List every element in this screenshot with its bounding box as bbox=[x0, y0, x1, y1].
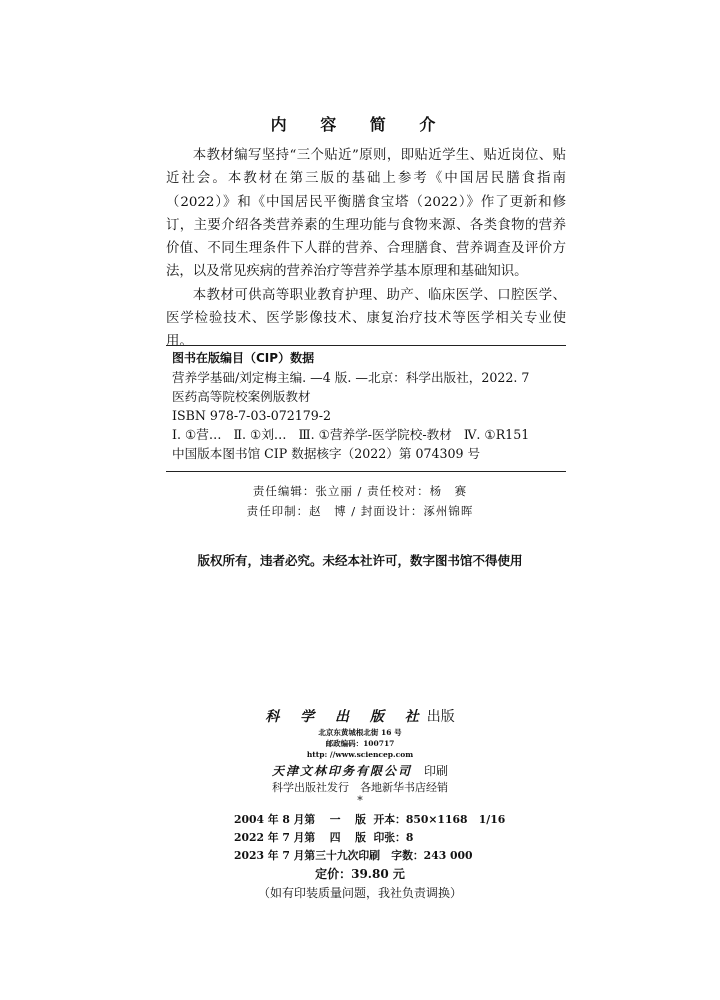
cip-line-1: 营养学基础/刘定梅主编. —4 版. —北京：科学出版社，2022. 7 bbox=[172, 370, 530, 385]
cip-block bbox=[172, 349, 529, 463]
publisher-address: 北京东黄城根北街 16 号 bbox=[318, 728, 402, 737]
price: 定价：39.80 元 bbox=[315, 867, 405, 881]
publisher-postcode: 邮政编码：100717 bbox=[325, 739, 395, 748]
edition-line-1: 2004 年 8 月第 一 版 开本：850×1168 1/16 bbox=[234, 813, 506, 826]
edition-info bbox=[234, 811, 505, 865]
staff-line-1: 责任编辑：张立丽 / 责任校对：杨 赛 bbox=[252, 484, 468, 498]
cip-top-rule bbox=[166, 345, 566, 346]
cip-heading: 图书在版编目（CIP）数据 bbox=[172, 351, 315, 365]
quality-note: （如有印装质量问题，我社负责调换） bbox=[257, 886, 462, 900]
separator-star: * bbox=[357, 794, 363, 807]
copyright-notice: 版权所有，违者必究。未经本社许可，数字图书馆不得使用 bbox=[197, 553, 523, 568]
cip-bottom-rule bbox=[166, 471, 566, 472]
publisher-name-art: 科 学 出 版 社 bbox=[265, 709, 427, 725]
distribution-line: 科学出版社发行 各地新华书店经销 bbox=[272, 781, 448, 794]
cip-line-3: ISBN 978-7-03-072179-2 bbox=[172, 408, 332, 423]
cip-line-5: 中国版本图书馆 CIP 数据核字（2022）第 074309 号 bbox=[172, 446, 481, 461]
staff-credits bbox=[0, 481, 720, 521]
printer-name: 天津文林印务有限公司 bbox=[271, 764, 412, 778]
publisher-name bbox=[0, 707, 720, 727]
edition-line-3: 2023 年 7 月第三十九次印刷 字数：243 000 bbox=[234, 849, 473, 862]
publisher-website: http: //www.sciencep.com bbox=[306, 750, 414, 759]
cip-line-2: 医药高等院校案例版教材 bbox=[172, 389, 311, 404]
page-title: 内 容 简 介 bbox=[270, 115, 450, 134]
intro-paragraph-1: 本教材编写坚持“三个贴近”原则，即贴近学生、贴近岗位、贴近社会。本教材在第三版的基础上参考《中国居民膳食指南（2022）》和《中国居民平衡膳食宝塔（2022）》作了更新和修订，主要介绍各类营养素的生理功能与食物来源、各类食物的营养价值、不同生理条件下人群的营养、合理膳食、营养调查及评价方法，以及常见疾病的营养治疗等营养学基本原理和基础知识。 bbox=[166, 148, 566, 280]
publisher-suffix: 出版 bbox=[426, 709, 455, 725]
printer-suffix: 印刷 bbox=[424, 764, 449, 778]
cip-line-4: Ⅰ. ①营… Ⅱ. ①刘… Ⅲ. ①营养学-医学院校-教材 Ⅳ. ①R151 bbox=[172, 427, 530, 442]
intro-section bbox=[166, 144, 566, 354]
staff-line-2: 责任印制：赵 博 / 封面设计：涿州锦晖 bbox=[246, 504, 474, 518]
edition-line-2: 2022 年 7 月第 四 版 印张：8 bbox=[234, 831, 414, 844]
publisher-block bbox=[0, 707, 720, 806]
intro-paragraph-2: 本教材可供高等职业教育护理、助产、临床医学、口腔医学、医学检验技术、医学影像技术、康复治疗技术等医学相关专业使用。 bbox=[166, 287, 566, 350]
printer-line bbox=[0, 762, 720, 780]
